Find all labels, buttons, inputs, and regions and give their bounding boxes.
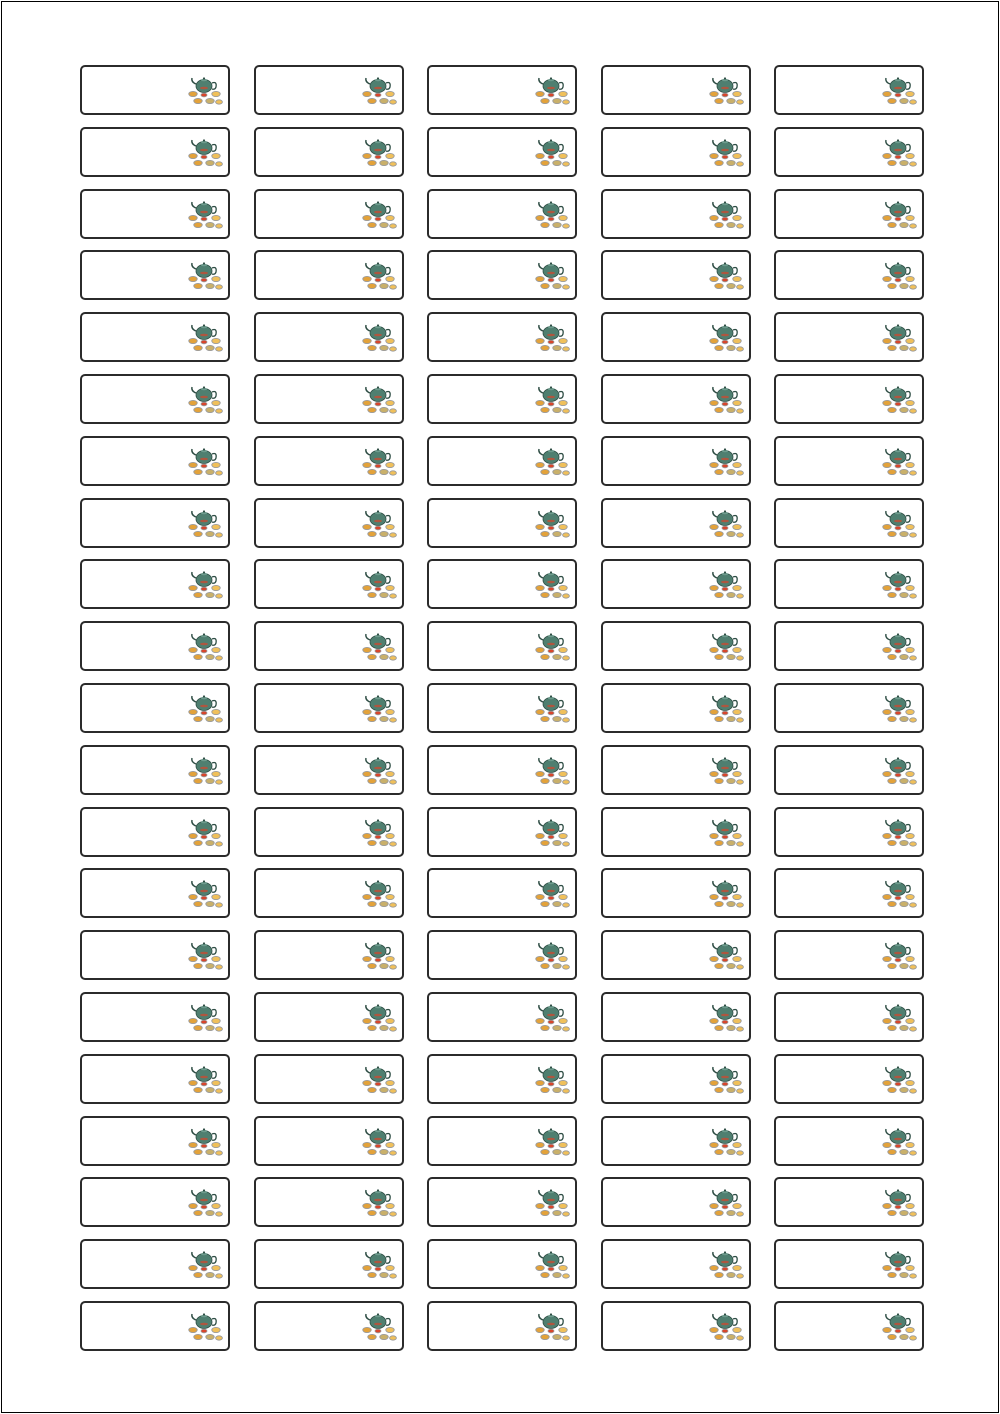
- label-cell: [254, 683, 404, 733]
- teapot-and-teacups-icon: [880, 443, 918, 479]
- teapot-and-teacups-icon: [533, 257, 571, 293]
- label-cell: [774, 559, 924, 609]
- label-cell: [601, 1177, 751, 1227]
- label-cell: [601, 1301, 751, 1351]
- teapot-and-teacups-icon: [533, 1246, 571, 1282]
- teapot-and-teacups-icon: [707, 1308, 745, 1344]
- label-cell: [601, 250, 751, 300]
- label-cell: [254, 621, 404, 671]
- label-cell: [254, 992, 404, 1042]
- teapot-and-teacups-icon: [880, 319, 918, 355]
- label-cell: [427, 65, 577, 115]
- teapot-and-teacups-icon: [533, 381, 571, 417]
- teapot-and-teacups-icon: [360, 628, 398, 664]
- teapot-and-teacups-icon: [707, 566, 745, 602]
- teapot-and-teacups-icon: [186, 72, 224, 108]
- label-cell: [254, 1116, 404, 1166]
- teapot-and-teacups-icon: [186, 134, 224, 170]
- teapot-and-teacups-icon: [707, 1123, 745, 1159]
- label-cell: [80, 1116, 230, 1166]
- label-cell: [601, 992, 751, 1042]
- label-cell: [427, 127, 577, 177]
- teapot-and-teacups-icon: [533, 1061, 571, 1097]
- teapot-and-teacups-icon: [707, 257, 745, 293]
- teapot-and-teacups-icon: [533, 690, 571, 726]
- teapot-and-teacups-icon: [880, 134, 918, 170]
- label-cell: [80, 1301, 230, 1351]
- label-cell: [774, 498, 924, 548]
- label-cell: [427, 868, 577, 918]
- teapot-and-teacups-icon: [360, 381, 398, 417]
- teapot-and-teacups-icon: [360, 1308, 398, 1344]
- label-cell: [254, 374, 404, 424]
- label-cell: [427, 745, 577, 795]
- label-cell: [254, 1177, 404, 1227]
- label-cell: [427, 250, 577, 300]
- teapot-and-teacups-icon: [186, 999, 224, 1035]
- label-cell: [601, 374, 751, 424]
- label-cell: [80, 374, 230, 424]
- label-cell: [774, 683, 924, 733]
- teapot-and-teacups-icon: [707, 628, 745, 664]
- label-cell: [80, 745, 230, 795]
- teapot-and-teacups-icon: [186, 443, 224, 479]
- teapot-and-teacups-icon: [360, 505, 398, 541]
- label-cell: [601, 1116, 751, 1166]
- label-cell: [80, 189, 230, 239]
- teapot-and-teacups-icon: [533, 566, 571, 602]
- label-cell: [601, 559, 751, 609]
- label-cell: [254, 312, 404, 362]
- teapot-and-teacups-icon: [880, 381, 918, 417]
- teapot-and-teacups-icon: [880, 875, 918, 911]
- label-cell: [427, 436, 577, 486]
- label-cell: [80, 436, 230, 486]
- teapot-and-teacups-icon: [360, 937, 398, 973]
- teapot-and-teacups-icon: [360, 257, 398, 293]
- label-cell: [601, 312, 751, 362]
- label-cell: [774, 250, 924, 300]
- label-cell: [601, 1239, 751, 1289]
- teapot-and-teacups-icon: [186, 1184, 224, 1220]
- teapot-and-teacups-icon: [186, 937, 224, 973]
- teapot-and-teacups-icon: [533, 628, 571, 664]
- label-cell: [427, 1116, 577, 1166]
- teapot-and-teacups-icon: [880, 72, 918, 108]
- teapot-and-teacups-icon: [707, 814, 745, 850]
- teapot-and-teacups-icon: [186, 196, 224, 232]
- teapot-and-teacups-icon: [880, 1061, 918, 1097]
- teapot-and-teacups-icon: [186, 1308, 224, 1344]
- teapot-and-teacups-icon: [533, 1308, 571, 1344]
- teapot-and-teacups-icon: [533, 875, 571, 911]
- teapot-and-teacups-icon: [533, 134, 571, 170]
- teapot-and-teacups-icon: [707, 443, 745, 479]
- label-cell: [80, 930, 230, 980]
- teapot-and-teacups-icon: [186, 319, 224, 355]
- teapot-and-teacups-icon: [880, 999, 918, 1035]
- teapot-and-teacups-icon: [186, 1061, 224, 1097]
- teapot-and-teacups-icon: [186, 690, 224, 726]
- label-cell: [80, 683, 230, 733]
- label-cell: [80, 1239, 230, 1289]
- teapot-and-teacups-icon: [360, 72, 398, 108]
- label-cell: [774, 189, 924, 239]
- teapot-and-teacups-icon: [707, 690, 745, 726]
- teapot-and-teacups-icon: [880, 566, 918, 602]
- label-cell: [774, 1116, 924, 1166]
- teapot-and-teacups-icon: [707, 1184, 745, 1220]
- label-cell: [80, 312, 230, 362]
- label-cell: [80, 498, 230, 548]
- teapot-and-teacups-icon: [880, 1308, 918, 1344]
- label-cell: [774, 621, 924, 671]
- teapot-and-teacups-icon: [360, 752, 398, 788]
- label-cell: [80, 127, 230, 177]
- label-cell: [80, 621, 230, 671]
- teapot-and-teacups-icon: [880, 505, 918, 541]
- teapot-and-teacups-icon: [880, 814, 918, 850]
- teapot-and-teacups-icon: [707, 875, 745, 911]
- label-cell: [427, 1054, 577, 1104]
- teapot-and-teacups-icon: [707, 505, 745, 541]
- label-cell: [254, 868, 404, 918]
- label-cell: [774, 312, 924, 362]
- teapot-and-teacups-icon: [880, 196, 918, 232]
- label-cell: [427, 374, 577, 424]
- teapot-and-teacups-icon: [360, 1246, 398, 1282]
- label-cell: [427, 498, 577, 548]
- teapot-and-teacups-icon: [186, 628, 224, 664]
- label-cell: [80, 868, 230, 918]
- teapot-and-teacups-icon: [707, 1246, 745, 1282]
- teapot-and-teacups-icon: [880, 1184, 918, 1220]
- teapot-and-teacups-icon: [707, 319, 745, 355]
- label-cell: [427, 992, 577, 1042]
- teapot-and-teacups-icon: [533, 937, 571, 973]
- label-cell: [601, 65, 751, 115]
- label-cell: [427, 807, 577, 857]
- label-cell: [601, 498, 751, 548]
- teapot-and-teacups-icon: [533, 72, 571, 108]
- teapot-and-teacups-icon: [360, 443, 398, 479]
- label-cell: [427, 1177, 577, 1227]
- label-cell: [254, 127, 404, 177]
- teapot-and-teacups-icon: [360, 1184, 398, 1220]
- label-cell: [774, 374, 924, 424]
- teapot-and-teacups-icon: [533, 1184, 571, 1220]
- label-cell: [601, 1054, 751, 1104]
- teapot-and-teacups-icon: [533, 999, 571, 1035]
- label-cell: [774, 745, 924, 795]
- label-cell: [601, 745, 751, 795]
- label-cell: [774, 868, 924, 918]
- label-cell: [254, 1301, 404, 1351]
- teapot-and-teacups-icon: [186, 1246, 224, 1282]
- label-cell: [774, 1239, 924, 1289]
- teapot-and-teacups-icon: [186, 814, 224, 850]
- label-cell: [80, 559, 230, 609]
- label-cell: [601, 189, 751, 239]
- label-cell: [254, 65, 404, 115]
- label-cell: [254, 559, 404, 609]
- label-cell: [601, 621, 751, 671]
- teapot-and-teacups-icon: [707, 381, 745, 417]
- teapot-and-teacups-icon: [186, 505, 224, 541]
- teapot-and-teacups-icon: [186, 752, 224, 788]
- teapot-and-teacups-icon: [880, 1246, 918, 1282]
- teapot-and-teacups-icon: [880, 937, 918, 973]
- teapot-and-teacups-icon: [707, 1061, 745, 1097]
- teapot-and-teacups-icon: [360, 814, 398, 850]
- teapot-and-teacups-icon: [880, 1123, 918, 1159]
- label-cell: [80, 250, 230, 300]
- teapot-and-teacups-icon: [533, 319, 571, 355]
- label-cell: [601, 436, 751, 486]
- teapot-and-teacups-icon: [360, 1123, 398, 1159]
- teapot-and-teacups-icon: [707, 196, 745, 232]
- teapot-and-teacups-icon: [707, 999, 745, 1035]
- teapot-and-teacups-icon: [533, 814, 571, 850]
- teapot-and-teacups-icon: [533, 196, 571, 232]
- label-cell: [601, 683, 751, 733]
- label-cell: [254, 250, 404, 300]
- label-cell: [427, 683, 577, 733]
- teapot-and-teacups-icon: [360, 134, 398, 170]
- teapot-and-teacups-icon: [360, 875, 398, 911]
- label-cell: [601, 127, 751, 177]
- label-cell: [254, 189, 404, 239]
- teapot-and-teacups-icon: [360, 690, 398, 726]
- teapot-and-teacups-icon: [186, 257, 224, 293]
- teapot-and-teacups-icon: [707, 134, 745, 170]
- teapot-and-teacups-icon: [360, 319, 398, 355]
- label-cell: [427, 312, 577, 362]
- teapot-and-teacups-icon: [880, 752, 918, 788]
- label-cell: [254, 930, 404, 980]
- label-cell: [774, 127, 924, 177]
- teapot-and-teacups-icon: [533, 443, 571, 479]
- label-cell: [774, 1054, 924, 1104]
- teapot-and-teacups-icon: [707, 752, 745, 788]
- label-cell: [427, 189, 577, 239]
- label-cell: [254, 436, 404, 486]
- label-cell: [774, 1301, 924, 1351]
- label-cell: [774, 930, 924, 980]
- label-sheet: [1, 1, 999, 1413]
- teapot-and-teacups-icon: [186, 381, 224, 417]
- label-cell: [80, 65, 230, 115]
- teapot-and-teacups-icon: [707, 72, 745, 108]
- label-cell: [774, 436, 924, 486]
- label-cell: [774, 992, 924, 1042]
- label-cell: [774, 65, 924, 115]
- label-cell: [601, 868, 751, 918]
- teapot-and-teacups-icon: [533, 1123, 571, 1159]
- label-cell: [80, 1177, 230, 1227]
- label-cell: [774, 1177, 924, 1227]
- label-cell: [254, 1239, 404, 1289]
- label-cell: [254, 498, 404, 548]
- label-cell: [427, 621, 577, 671]
- label-cell: [427, 1239, 577, 1289]
- label-cell: [601, 930, 751, 980]
- teapot-and-teacups-icon: [880, 257, 918, 293]
- label-grid: [80, 65, 924, 1351]
- label-cell: [254, 1054, 404, 1104]
- label-cell: [80, 1054, 230, 1104]
- label-cell: [80, 807, 230, 857]
- teapot-and-teacups-icon: [360, 1061, 398, 1097]
- teapot-and-teacups-icon: [186, 566, 224, 602]
- label-cell: [80, 992, 230, 1042]
- teapot-and-teacups-icon: [360, 999, 398, 1035]
- label-cell: [427, 1301, 577, 1351]
- label-cell: [774, 807, 924, 857]
- teapot-and-teacups-icon: [360, 196, 398, 232]
- teapot-and-teacups-icon: [533, 752, 571, 788]
- teapot-and-teacups-icon: [707, 937, 745, 973]
- label-cell: [427, 930, 577, 980]
- teapot-and-teacups-icon: [533, 505, 571, 541]
- teapot-and-teacups-icon: [186, 875, 224, 911]
- teapot-and-teacups-icon: [880, 628, 918, 664]
- teapot-and-teacups-icon: [360, 566, 398, 602]
- label-cell: [254, 745, 404, 795]
- teapot-and-teacups-icon: [880, 690, 918, 726]
- teapot-and-teacups-icon: [186, 1123, 224, 1159]
- label-cell: [601, 807, 751, 857]
- label-cell: [254, 807, 404, 857]
- label-cell: [427, 559, 577, 609]
